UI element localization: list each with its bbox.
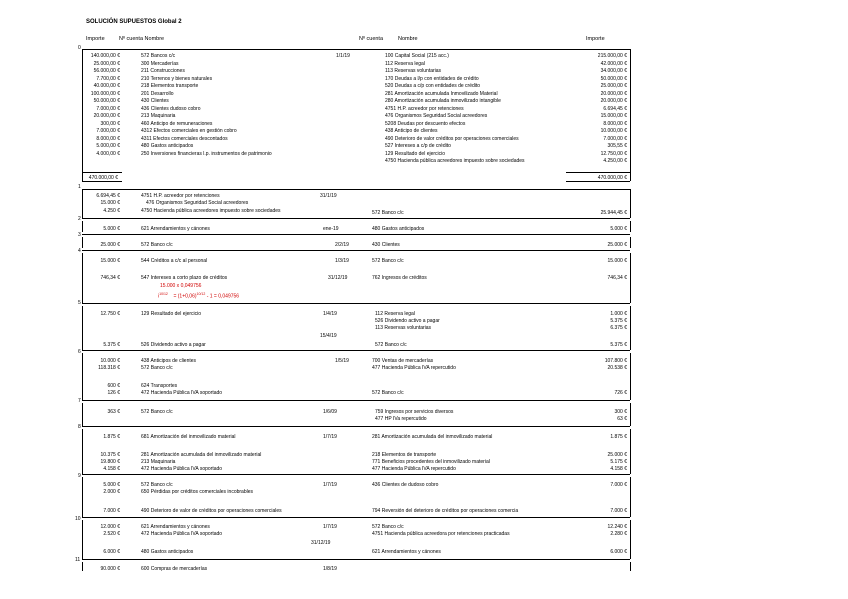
header-nombre-right: Nombre [398,36,418,42]
credit-amount: 7.000 € [610,482,627,488]
entry-index: 1 [78,184,81,190]
credit-amount: 8.000,00 € [603,120,627,127]
debit-amount: 20.000,00 € [93,113,120,119]
entry-index: 7 [78,398,81,404]
debit-account: 547 Intereses a corto plazo de créditos [141,275,228,281]
debit-account: 436 Clientes dudoso cobro [141,105,201,112]
entry-index: 11 [75,557,81,563]
debit-amount: 6.694,45 € [96,193,120,199]
credit-amount: 215.000,00 € [597,53,627,59]
credit-amount: 15.000 € [607,258,627,264]
right-border [630,520,631,559]
debit-account: 572 Banco c/c [141,365,173,371]
debit-account: 621 Arrendamientos y cánones [141,524,210,530]
entry-index: 10 [75,516,81,522]
debit-amount: 100.000,00 € [90,90,120,97]
debit-account: 201 Desarrollo [141,90,174,97]
credit-amount: 34.000,00 € [600,68,627,74]
entry-date: 1/1/19 [336,53,350,59]
credit-amount: 6.694,45 € [603,105,627,112]
total-line [566,172,630,173]
total-line [566,181,630,182]
header-importe-right: Importe [586,36,605,42]
debit-amount: 6.000 € [103,549,120,555]
debit-amount: 8.000,00 € [96,135,120,142]
right-border [630,237,631,248]
credit-amount: 5.000 € [610,226,627,232]
credit-account: 572 Banco c/c [372,390,404,396]
debit-account: 572 Banco c/c [141,409,173,415]
entry-date: 1/4/19 [323,311,337,317]
credit-account: 281 Amortización acumulada del inmovilizado material [372,434,493,440]
debit-account: 430 Clientes [141,98,169,104]
debit-amount: 15.000 € [100,200,120,206]
credit-amount: 5.175 € [610,459,627,465]
credit-amount: 50.000,00 € [600,75,627,82]
debit-account: 480 Gastos anticipados [141,143,194,149]
debit-account: 438 Anticipos de clientes [141,358,197,364]
debit-account: 472 Hacienda Pública IVA soportado [141,390,223,396]
credit-account: 621 Arrendamientos y cánones [372,549,441,555]
entry-date: 1/6/09 [323,409,337,415]
entry-index: 3 [78,232,81,238]
debit-account: 460 Anticipo de remuneraciones [141,120,213,127]
header-importe-left: Importe [86,36,105,42]
entry-index: 2 [78,216,81,222]
credit-account: 4751 H.P. acreedor por retenciones [385,105,464,112]
debit-account: 4312 Efectos comerciales en gestión cobro [141,128,237,134]
right-border [630,562,631,571]
debit-amount: 50.000,00 € [93,98,120,104]
credit-amount: 7.000 € [610,508,627,514]
debit-amount: 5.000,00 € [96,143,120,149]
credit-amount: 1.000 € [610,311,627,317]
total-line [82,181,122,182]
credit-amount: 12.240 € [607,524,627,530]
debit-account: 472 Hacienda Pública IVA soportado [141,531,223,537]
header-cuenta-right: Nº cuenta [359,36,384,42]
right-border [630,49,631,181]
debit-amount: 4.000,00 € [96,150,120,157]
credit-amount: 25.944,45 € [600,210,627,216]
entry-separator [82,49,630,50]
entry-separator [82,517,630,518]
debit-amount: 140.000,00 € [90,53,120,59]
credit-account: 794 Reversión del deterioro de créditos por operaciones comercia [372,508,519,514]
credit-amount: 1.875 € [610,434,627,440]
debit-amount: 10.375 € [100,452,120,458]
entry-separator [82,400,630,401]
credit-amount: 25.000,00 € [600,83,627,89]
credit-amount: 4.250,00 € [603,158,627,164]
entry-separator [82,250,630,251]
header-cuenta-left: Nº cuenta Nombre [119,36,165,42]
debit-account: 621 Arrendamientos y cánones [141,226,210,232]
entry-date: 2/2/19 [335,242,349,248]
credit-account: 477 Hacienda Pública IVA repercutido [372,466,456,472]
credit-account: 480 Gastos anticipados [372,226,425,232]
debit-account: 4750 Hacienda pública acreedores impuesto sobre sociedades [141,208,281,214]
debit-account: 213 Maquinaria [141,459,176,465]
credit-account: 762 Ingresos de créditos [372,275,427,281]
debit-amount: 90.000 € [100,566,120,572]
credit-amount: 42.000,00 € [600,60,627,67]
debit-amount: 10.000 € [100,358,120,364]
debit-amount: 25.000,00 € [93,60,120,67]
debit-account: 472 Hacienda Pública IVA soportado [141,466,223,472]
credit-amount: 63 € [617,416,627,422]
credit-amount: 5.375 € [610,342,627,348]
entry-separator [82,234,630,235]
credit-amount: 10.000,00 € [600,128,627,134]
credit-account: 572 Banco c/c [372,524,404,530]
entry-date-2: 31/12/19 [311,540,331,546]
credit-amount: 20.000,00 € [600,98,627,104]
debit-account: 210 Terrenos y bienes naturales [141,75,213,82]
debit-account: 624 Transportes [141,383,178,389]
credit-account: 771 Beneficios procedentes del inmovilizado material [372,459,490,465]
credit-account: 759 Ingresos por servicios diversos [375,409,454,415]
right-border [630,477,631,517]
debit-amount: 5.000 € [103,482,120,488]
debit-amount: 40.000,00 € [93,83,120,89]
right-border [630,189,631,218]
credit-amount: 746,34 € [607,275,627,281]
credit-account: 436 Clientes de dudoso cobro [372,482,439,488]
debit-account: 4311 Efectos comerciales descontados [141,135,228,142]
entry-index: 8 [78,424,81,430]
right-border [630,221,631,232]
entry-separator [82,426,630,427]
credit-amount: 726 € [614,390,627,396]
credit-account: 4751 Hacienda pública acreedora por retenciones practicadas [372,531,510,537]
debit-amount: 126 € [107,390,120,396]
debit-amount: 4.250 € [103,208,120,214]
entry-separator [82,559,630,560]
debit-account: 480 Gastos anticipados [141,549,194,555]
debit-amount: 12.000 € [100,524,120,530]
debit-account: 476 Organismos Seguridad Social acreedores [146,200,249,206]
total-left: 470.000,00 € [88,175,118,181]
right-border [630,353,631,400]
page-title: SOLUCIÓN SUPUESTOS Global 2 [86,19,182,25]
right-border [630,429,631,474]
right-border [630,306,631,350]
debit-account: 4751 H.P. acreedor por retenciones [141,193,220,199]
debit-account: 650 Pérdidas por créditos comerciales incobrables [141,489,254,495]
debit-amount: 300,00 € [100,120,120,127]
debit-amount: 7.000,00 € [96,105,120,112]
credit-account: 572 Banco c/c [375,342,407,348]
entry-index: 5 [78,300,81,306]
debit-account: 211 Construcciones [141,68,185,74]
entry-separator [82,474,630,475]
debit-account: 129 Resultado del ejercicio [141,311,202,317]
entry-separator [82,303,630,304]
debit-account: 300 Mercaderías [141,60,179,67]
credit-account: 113 Reservas voluntarias [385,68,442,74]
entry-separator [82,218,630,219]
debit-amount: 4.158 € [103,466,120,472]
debit-amount: 12.750 € [100,311,120,317]
credit-amount: 107.800 € [604,358,627,364]
debit-amount: 19.800 € [100,459,120,465]
credit-account: 477 HP IVa repercutido [375,416,427,422]
credit-account: 490 Deterioro de valor créditos por operaciones comerciales [385,135,519,142]
credit-amount: 300 € [614,409,627,415]
entry-index: 4 [78,248,81,254]
debit-account: 544 Créditos a c/c al personal [141,258,208,264]
debit-account: 600 Compras de mercaderías [141,566,208,572]
debit-amount: 1.875 € [103,434,120,440]
debit-amount: 15.000 € [100,258,120,264]
credit-account: 280 Amortización acumulada inmovilizado intangible [385,98,501,104]
entry-date: 1/7/19 [323,434,337,440]
debit-amount: 7.000 € [103,508,120,514]
entry-date-2: 31/12/19 [328,275,348,281]
debit-amount: 2.000 € [103,489,120,495]
credit-account: 112 Reserva legal [375,311,415,317]
credit-account: 170 Deudas a l/p con entidades de crédito [385,75,479,82]
debit-amount: 7.000,00 € [96,128,120,134]
debit-account: 526 Dividendo activo a pagar [141,342,206,348]
entry-date: ene-19 [323,226,339,232]
credit-amount: 12.750,00 € [600,150,627,157]
total-right: 470.000,00 € [597,175,627,181]
credit-account: 572 Banco c/c [372,258,404,264]
entry-index: 0 [78,45,81,51]
entry-date: 1/7/19 [323,482,337,488]
credit-amount: 2.280 € [610,531,627,537]
entry-separator [82,189,630,190]
credit-account: 572 Banco c/c [372,210,404,216]
credit-account: 477 Hacienda Pública IVA repercutido [372,365,456,371]
credit-account: 129 Resultado del ejercicio [385,150,446,157]
credit-amount: 20.538 € [607,365,627,371]
credit-account: 4750 Hacienda pública acreedores impuesto sobre sociedades [385,158,525,164]
debit-account: 490 Deterioro de valor de créditos por operaciones comerciales [141,508,282,514]
entry-index: 9 [78,473,81,479]
credit-amount: 25.000 € [607,452,627,458]
interest-note: 15.000 x 0,049756 [160,283,202,289]
entry-date-2: 15/4/19 [320,333,337,339]
debit-amount: 56.000,00 € [93,68,120,74]
debit-amount: 5.000 € [103,226,120,232]
credit-account: 476 Organismos Seguridad Social acreedores [385,113,488,119]
credit-amount: 15.000,00 € [600,113,627,119]
credit-account: 527 Intereses a c/p de crédito [385,143,451,149]
entry-separator [82,350,630,351]
interest-formula: $i^{10/12}$ = $(1+0,06)^{10/12} - 1 = 0,049756$ [158,292,240,300]
credit-account: 5208 Deudas por descuento efectos [385,120,466,127]
debit-account: 572 Bancos c/c [141,53,176,59]
entry-date: 1/3/19 [335,258,349,264]
credit-account: 526 Dividendo activo a pagar [375,318,440,324]
credit-amount: 5.375 € [610,318,627,324]
debit-account: 681 Amortización del inmovilizado material [141,434,236,440]
credit-account: 281 Amortización acumulada Inmovilizado Material [385,90,498,97]
debit-amount: 363 € [107,409,120,415]
debit-amount: 25.000 € [100,242,120,248]
entry-date: 1/8/19 [323,566,337,572]
debit-amount: 7.700,00 € [96,75,120,82]
entry-date: 31/1/19 [320,193,337,199]
debit-account: 281 Amortización acumulada del inmovilizado material [141,452,262,458]
debit-account: 572 Banco c/c [141,242,173,248]
debit-amount: 746,34 € [100,275,120,281]
debit-account: 250 Inversiones financieras l.p. instrumentos de patrimonio [141,150,272,157]
debit-account: 213 Maquinaria [141,113,176,119]
credit-account: 430 Clientes [372,242,400,248]
credit-amount: 7.000,00 € [603,135,627,142]
right-border [630,253,631,303]
entry-index: 6 [78,349,81,355]
credit-account: 218 Elementos de transporte [372,452,437,458]
credit-amount: 4.158 € [610,466,627,472]
credit-account: 113 Reservas voluntarias [375,325,432,331]
debit-amount: 2.520 € [103,531,120,537]
entry-date: 1/5/19 [335,358,349,364]
credit-account: 100 Capital Social (215 acc.) [385,53,449,59]
credit-amount: 305,55 € [607,143,627,149]
credit-amount: 20.000,00 € [600,90,627,97]
credit-amount: 6.000 € [610,549,627,555]
right-border [630,403,631,426]
debit-amount: 118.318 € [98,365,120,371]
credit-amount: 6.375 € [610,325,627,331]
debit-account: 572 Banco c/c [141,482,173,488]
credit-account: 520 Deudas a c/p con entidades de crédito [385,83,481,89]
credit-account: 438 Anticipo de clientes [385,128,438,134]
total-line [82,172,122,173]
debit-amount: 5.375 € [103,342,120,348]
entry-date: 1/7/19 [323,524,337,530]
credit-amount: 25.000 € [607,242,627,248]
debit-account: 218 Elementos transporte [141,83,199,89]
credit-account: 700 Ventas de mercaderías [372,358,434,364]
debit-amount: 600 € [107,383,120,389]
credit-account: 112 Reserva legal [385,60,425,67]
